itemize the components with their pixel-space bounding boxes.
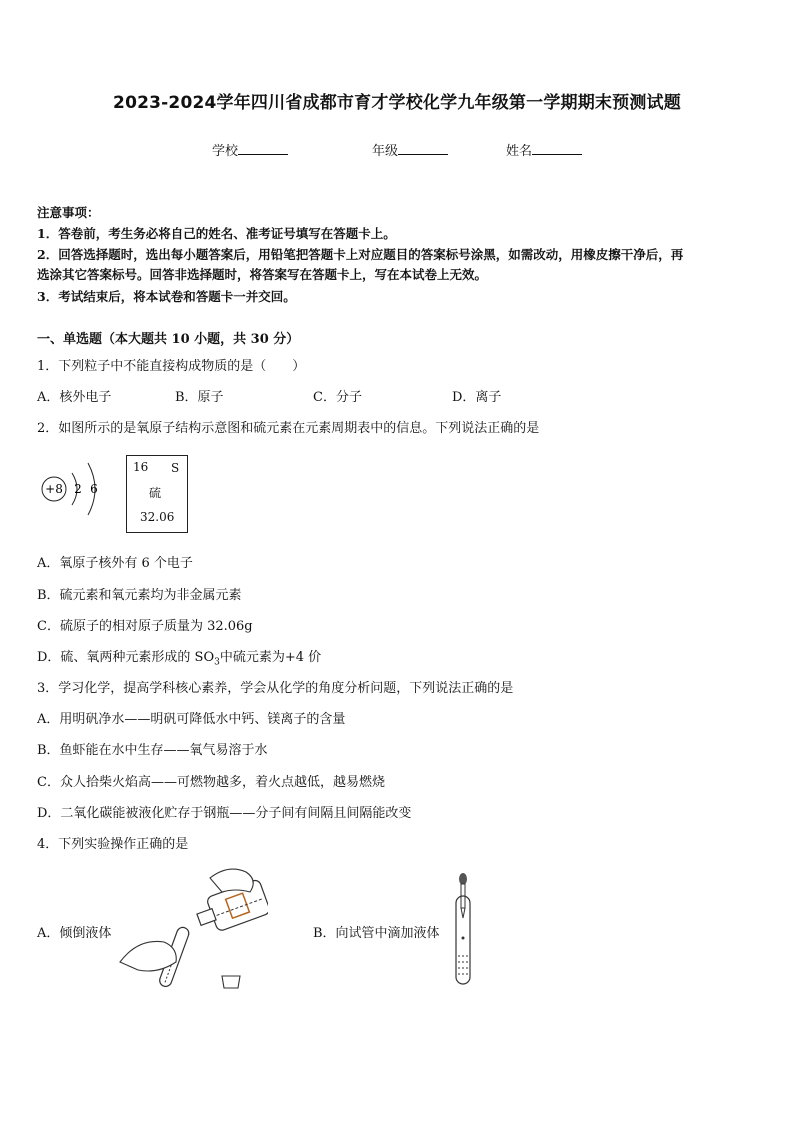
element-name: 硫 <box>149 486 162 500</box>
grade-label: 年级 <box>372 144 399 159</box>
atomic-mass: 32.06 <box>140 510 175 524</box>
grade-blank <box>398 142 448 155</box>
shell-2-electrons: 6 <box>90 482 98 496</box>
q4-stem: 4．下列实验操作正确的是 <box>37 837 189 852</box>
note-item-2-line-1: 2．回答选择题时，选出每小题答案后，用铅笔把答题卡上对应题目的答案标号涂黑，如需改动，用橡皮擦干净后，再 <box>37 247 684 262</box>
atomic-number: 16 <box>133 460 149 474</box>
oxygen-atom-diagram <box>38 453 104 529</box>
q2-option-d-suffix: 中硫元素为+4 价 <box>219 650 322 665</box>
pouring-liquid-illustration <box>118 858 268 998</box>
exam-title: 2023-2024学年四川省成都市育才学校化学九年级第一学期期末预测试题 <box>113 93 681 113</box>
q1-option-c: C．分子 <box>313 390 362 405</box>
q3-option-d: D．二氧化碳能被液化贮存于钢瓶——分子间有间隔且间隔能改变 <box>37 806 412 821</box>
q4-option-b: B．向试管中滴加液体 <box>313 926 440 941</box>
note-item-3: 3．考试结束后，将本试卷和答题卡一并交回。 <box>37 289 296 304</box>
q3-option-c: C．众人拾柴火焰高——可燃物越多，着火点越低，越易燃烧 <box>37 775 385 790</box>
q1-option-b: B．原子 <box>175 390 224 405</box>
subscript: 3 <box>214 657 220 668</box>
shell-1-electrons: 2 <box>74 482 82 496</box>
q1-option-d: D．离子 <box>452 390 502 405</box>
school-label: 学校 <box>212 144 239 159</box>
q2-stem: 2．如图所示的是氧原子结构示意图和硫元素在元素周期表中的信息。下列说法正确的是 <box>37 421 540 436</box>
q2-option-d-prefix: D．硫、氧两种元素形成的 SO <box>37 650 215 665</box>
dropper-test-tube-illustration <box>448 870 478 990</box>
element-symbol: S <box>171 461 180 475</box>
name-blank <box>532 142 582 155</box>
q1-stem: 1．下列粒子中不能直接构成物质的是（ ） <box>37 359 306 374</box>
sulfur-element-card <box>126 455 188 533</box>
name-label: 姓名 <box>506 144 533 159</box>
q2-option-d <box>37 646 321 668</box>
q2-option-a: A．氧原子核外有 6 个电子 <box>37 556 193 571</box>
note-item-1: 1．答卷前，考生务必将自己的姓名、准考证号填写在答题卡上。 <box>37 226 396 241</box>
q1-option-a: A．核外电子 <box>37 390 112 405</box>
note-item-2-line-2: 选涂其它答案标号。回答非选择题时，将答案写在答题卡上，写在本试卷上无效。 <box>37 267 488 282</box>
q3-option-a: A．用明矾净水——明矾可降低水中钙、镁离子的含量 <box>37 712 346 727</box>
q3-option-b: B．鱼虾能在水中生存——氧气易溶于水 <box>37 743 268 758</box>
section-heading: 一、单选题（本大题共 10 小题，共 30 分） <box>37 332 300 347</box>
q4-option-a: A．倾倒液体 <box>37 926 112 941</box>
school-field <box>212 140 288 159</box>
notes-heading: 注意事项： <box>37 205 100 220</box>
q2-option-b: B．硫元素和氧元素均为非金属元素 <box>37 588 242 603</box>
school-blank <box>238 142 288 155</box>
q2-option-c: C．硫原子的相对原子质量为 32.06g <box>37 619 253 634</box>
grade-field <box>372 140 448 159</box>
nucleus-charge: +8 <box>45 482 63 496</box>
name-field <box>506 140 582 159</box>
q3-stem: 3．学习化学，提高学科核心素养，学会从化学的角度分析问题，下列说法正确的是 <box>37 681 514 696</box>
